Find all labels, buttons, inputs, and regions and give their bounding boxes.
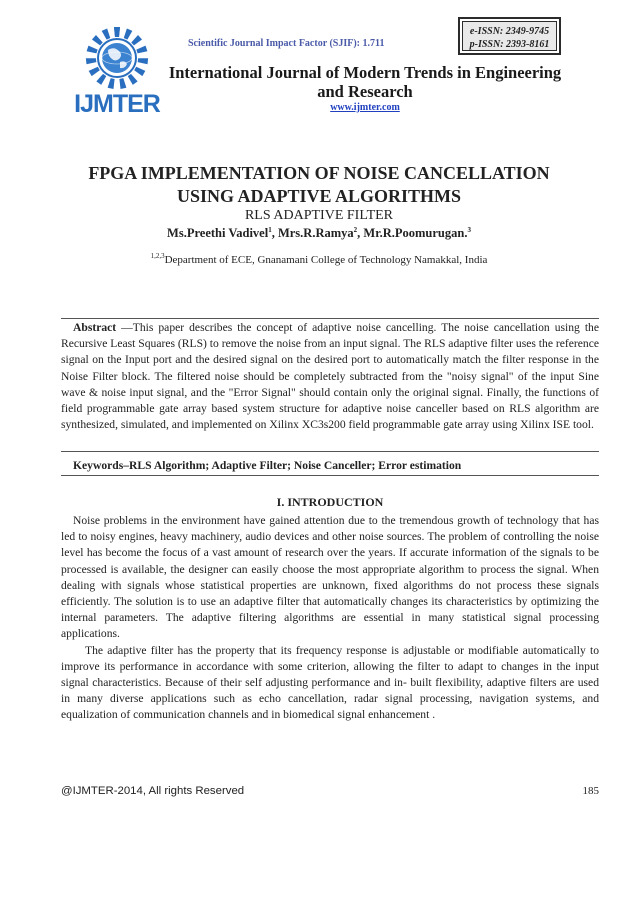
page-number: 185 — [582, 785, 599, 797]
abstract-bottom-rule — [61, 451, 599, 452]
keywords: Keywords–RLS Algorithm; Adaptive Filter; Noise Canceller; Error estimation — [73, 459, 462, 472]
journal-name-line2: and Research — [317, 82, 413, 101]
abstract-top-rule — [61, 318, 599, 319]
author-separator: , — [357, 226, 364, 240]
paper-title — [40, 162, 598, 208]
author-separator: , — [271, 226, 278, 240]
author-name: Mrs.R.Ramya — [277, 226, 354, 240]
abstract-dash: — — [116, 321, 133, 334]
abstract-text: This paper describes the concept of adaptive noise cancelling. The noise cancellation using the Recursive Least Squares (RLS) to remove the noise from an input signal. The RLS adaptive filter uses the reference signal on the Input port and the desired signal on the desired port to automatically match the filter response in the Noise Filter block. The filtered noise should be completely subtracted from the "noisy signal" of the input Sine wave & noise input signal, and the "Error Signal" should contain only the original signal. Finally, the functions of field programmable gate array based system structure for adaptive noise canceller based on RLS algorithm are synthesized, simulated, and implemented on Xilinx XC3s200 field programmable gate array using Xilinx ISE tool. — [61, 321, 600, 432]
paper-title-line2: USING ADAPTIVE ALGORITHMS — [176, 186, 462, 206]
logo-wordmark: IJMTER — [74, 90, 160, 118]
section-body — [61, 513, 599, 724]
abstract-label: Abstract — [73, 321, 117, 334]
copyright: @IJMTER-2014, All rights Reserved — [61, 785, 245, 797]
keywords-rule — [61, 475, 599, 476]
paragraph: The adaptive filter has the property that its frequency response is adjustable or modifiable automatically to improve its performance in accordance with some criterion, allowing the filter to adapt to changes in the input signal characteristics. Because of their self adjusting performance and in- built flexibility, adaptive filters are used in many diverse applications such as echo cancellation, radar signal processing, navigation systems, and equalization of communication channels and in biomedical signal enhancement . — [61, 643, 599, 722]
journal-logo — [74, 26, 160, 122]
abstract — [61, 320, 599, 433]
journal-name-line1: International Journal of Modern Trends in Engineering — [168, 63, 562, 82]
affiliation-superscript: 1,2,3 — [150, 252, 165, 260]
affiliation-text: Department of ECE, Gnanamani College of Technology Namakkal, India — [164, 254, 488, 266]
eissn: e-ISSN: 2349-9745 — [469, 26, 550, 37]
paragraph-text: Noise problems in the environment have gained attention due to the tremendous growth of technology that has led to noisy engines, heavy machinery, audio devices and other noise sources. The problem of controlling the noise level has become the focus of a vast amount of research over the years. If accurate information of the signals to be processed is available, the designer can easily choose the most appropriate algorithm to process the signal. When dealing with signals whose statistical properties are unknown, fixed algorithms do not process these signals efficiently. The solution is to use an adaptive filter that automatically changes its characteristics by optimizing the internal parameters. The adaptive filtering algorithms are essential in many statistical signal processing applications. — [61, 514, 599, 641]
impact-factor: Scientific Journal Impact Factor (SJIF): 1.711 — [188, 38, 385, 49]
paper-subtitle: RLS ADAPTIVE FILTER — [244, 208, 394, 223]
author-name: Mr.R.Poomurugan. — [363, 226, 468, 240]
pissn: p-ISSN: 2393-8161 — [469, 39, 550, 50]
author-name: Ms.Preethi Vadivel — [167, 226, 269, 240]
journal-name — [160, 63, 570, 101]
section-heading: I. INTRODUCTION — [276, 495, 384, 509]
author-list — [40, 226, 598, 241]
journal-url-link[interactable]: www.ijmter.com — [330, 102, 400, 113]
paper-title-line1: FPGA IMPLEMENTATION OF NOISE CANCELLATION — [88, 163, 550, 183]
author-superscript: 3 — [467, 226, 471, 234]
paragraph — [61, 513, 599, 643]
author-superscript: 1 — [268, 226, 272, 234]
affiliation — [40, 254, 598, 266]
globe-emblem-icon — [74, 26, 160, 92]
author-superscript: 2 — [353, 226, 358, 234]
issn-box — [458, 17, 561, 55]
